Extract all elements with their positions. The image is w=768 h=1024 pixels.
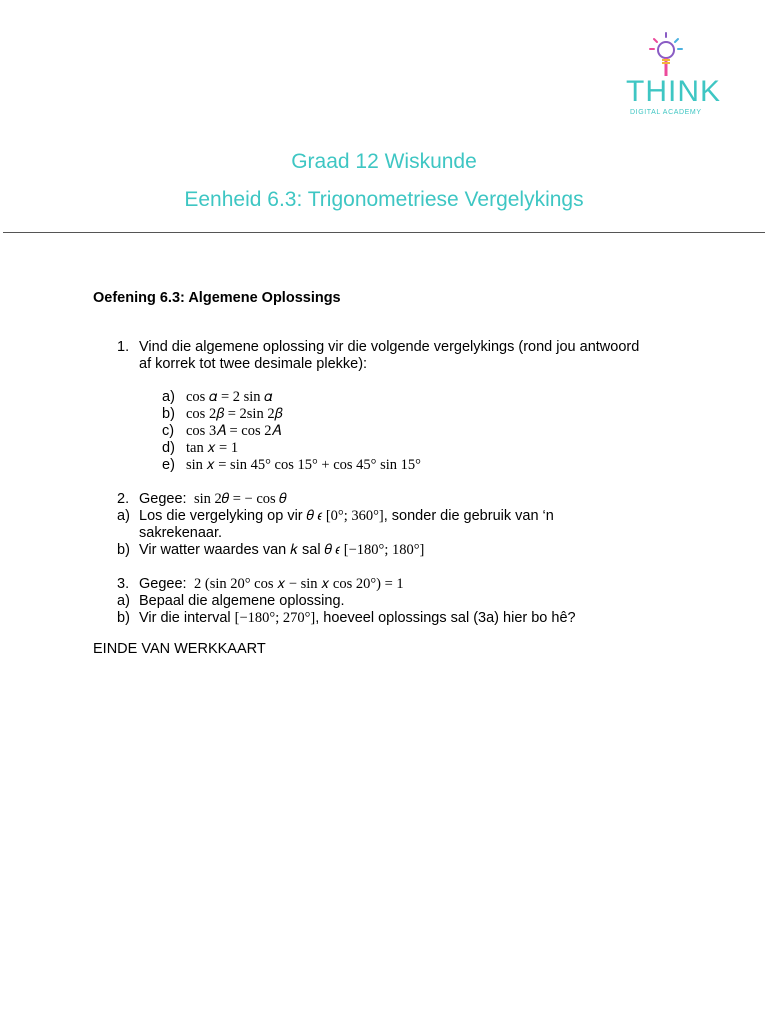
item-label: c) xyxy=(162,423,175,439)
question-text: af korrek tot twee desimale plekke): xyxy=(139,356,368,372)
question-number: 1. xyxy=(117,339,130,355)
end-of-worksheet: EINDE VAN WERKKAART xyxy=(93,641,266,657)
item-equation: cos 2𝛽 = 2sin 2𝛽 xyxy=(186,406,283,422)
given-equation: sin 2𝜃 = − cos 𝜃 xyxy=(194,491,287,507)
item-equation: sin 𝑥 = sin 45° cos 15° + cos 45° sin 15° xyxy=(186,457,421,473)
item-label: b) xyxy=(117,542,130,558)
variable-expression: 𝑘 xyxy=(290,542,298,558)
item-label: a) xyxy=(162,389,175,405)
interval-expression: 𝜃 𝜖 [−180°; 180°] xyxy=(324,542,425,558)
logo-subtitle: DIGITAL ACADEMY xyxy=(630,109,702,116)
item-label: b) xyxy=(162,406,175,422)
item-label: a) xyxy=(117,593,130,609)
lightbulb-icon xyxy=(646,30,702,78)
question-text-part: Vir watter waardes van xyxy=(139,542,287,558)
question-text-part: Los die vergelyking op vir xyxy=(139,508,303,524)
page-subtitle: Eenheid 6.3: Trigonometriese Vergelykings xyxy=(184,188,584,211)
question-text-part: Vir die interval xyxy=(139,610,231,626)
question-text-part: , sonder die gebruik van ‘n xyxy=(383,508,554,524)
item-equation: cos 𝛼 = 2 sin 𝛼 xyxy=(186,389,273,405)
item-label: b) xyxy=(117,610,130,626)
question-number: 2. xyxy=(117,491,130,507)
exercise-heading: Oefening 6.3: Algemene Oplossings xyxy=(93,290,341,306)
given-label: Gegee: xyxy=(139,491,187,507)
question-text: Bepaal die algemene oplossing. xyxy=(139,593,345,609)
question-number: 3. xyxy=(117,576,130,592)
question-text-part: sal xyxy=(302,542,321,558)
interval-expression: [−180°; 270°] xyxy=(234,610,316,626)
interval-expression: 𝜃 𝜖 [0°; 360°] xyxy=(306,508,384,524)
question-text-part: , hoeveel oplossings sal (3a) hier bo hê? xyxy=(315,610,576,626)
question-text xyxy=(139,508,554,525)
logo-wordmark: THINK xyxy=(626,75,721,108)
item-label: e) xyxy=(162,457,175,473)
question-text: sakrekenaar. xyxy=(139,525,223,541)
item-equation: cos 3𝐴 = cos 2𝐴 xyxy=(186,423,282,439)
question-text xyxy=(139,542,424,559)
think-logo xyxy=(620,30,730,120)
item-label: a) xyxy=(117,508,130,524)
divider xyxy=(3,232,765,233)
item-equation: tan 𝑥 = 1 xyxy=(186,440,239,456)
page-title: Graad 12 Wiskunde xyxy=(291,150,477,173)
item-label: d) xyxy=(162,440,175,456)
given-label: Gegee: xyxy=(139,576,187,592)
question-text: Vind die algemene oplossing vir die volgende vergelykings (rond jou antwoord xyxy=(139,339,640,355)
given-equation: 2 (sin 20° cos 𝑥 − sin 𝑥 cos 20°) = 1 xyxy=(194,576,404,592)
question-text xyxy=(139,610,576,627)
